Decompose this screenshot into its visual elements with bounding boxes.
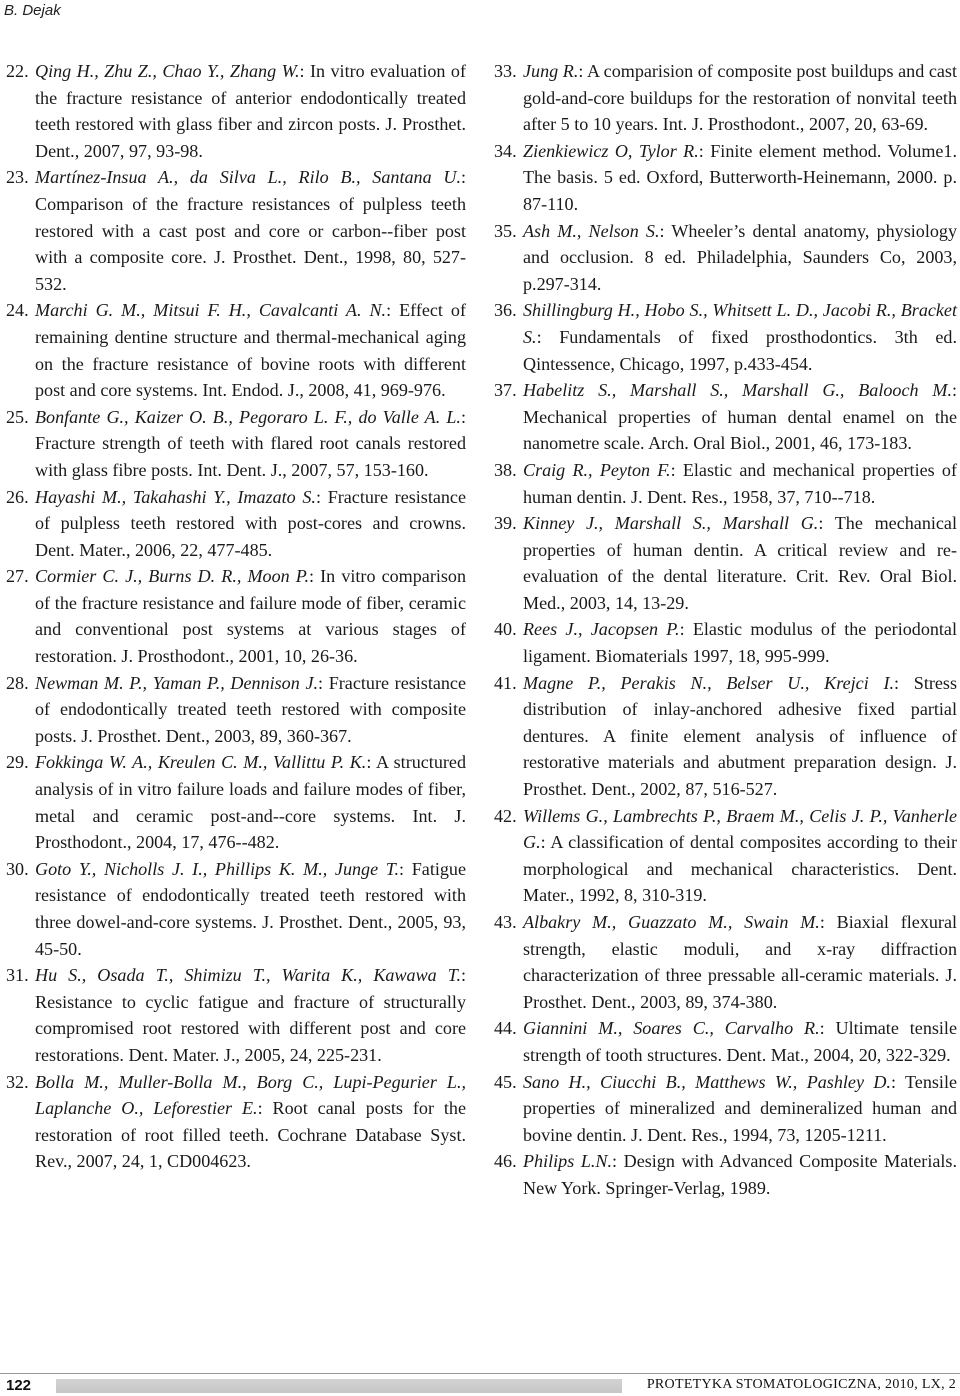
reference-number: 26. <box>6 486 29 507</box>
reference-body <box>523 616 957 669</box>
reference-text: : Fracture strength of teeth with flared root canals restored with glass fibre posts. Int. Dent. J., 2007, 57, 153-160. <box>35 406 466 480</box>
reference-number: 40. <box>494 619 517 640</box>
reference-authors: Hayashi M., Takahashi Y., Imazato S. <box>35 486 316 507</box>
reference-number: 41. <box>494 672 517 693</box>
references-right-column <box>494 58 957 1202</box>
reference-item <box>494 510 957 616</box>
reference-authors: Bolla M., Muller-Bolla M., Borg C., Lupi-Pegurier L., Laplanche O., Leforestier E. <box>35 1071 466 1119</box>
reference-body <box>35 484 466 564</box>
reference-authors: Giannini M., Soares C., Carvalho R. <box>523 1018 820 1039</box>
reference-number: 29. <box>6 752 29 773</box>
reference-text: : Elastic modulus of the periodontal ligament. Biomaterials 1997, 18, 995-999. <box>523 619 957 667</box>
reference-authors: Habelitz S., Marshall S., Marshall G., Balooch M. <box>523 380 952 401</box>
reference-authors: Rees J., Jacopsen P. <box>523 619 680 640</box>
reference-text: : Biaxial flexural strength, elastic moduli, and x-ray diffraction characterization of three pressable all-ceramic materials. J. Prosthet. Dent., 2003, 89, 374-380. <box>523 912 957 1012</box>
reference-text: : Comparison of the fracture resistances of pulpless teeth restored with a cast post and core or carbon--fiber post with a composite core. J. Prosthet. Dent., 1998, 80, 527-532. <box>35 167 466 294</box>
reference-text: : Resistance to cyclic fatigue and fracture of structurally compromised root restored with different post and core restorations. Dent. Mater. J., 2005, 24, 225-231. <box>35 965 466 1065</box>
reference-authors: Kinney J., Marshall S., Marshall G. <box>523 513 819 534</box>
reference-text: : Design with Advanced Composite Materials. New York. Springer-Verlag, 1989. <box>523 1151 957 1198</box>
reference-authors: Marchi G. M., Mitsui F. H., Cavalcanti A. N. <box>35 300 387 321</box>
reference-body <box>35 164 466 297</box>
reference-body <box>35 297 466 403</box>
reference-authors: Martínez-Insua A., da Silva L., Rilo B., Santana U. <box>35 167 461 188</box>
reference-number: 30. <box>6 858 29 879</box>
reference-number: 33. <box>494 61 517 81</box>
reference-body <box>35 670 466 750</box>
reference-body <box>523 510 957 616</box>
reference-item <box>494 457 957 510</box>
reference-number: 32. <box>6 1071 29 1092</box>
reference-authors: Magne P., Perakis N., Belser U., Krejci I. <box>523 672 895 693</box>
reference-text: : Fracture resistance of endodontically treated teeth restored with composite posts. J. Prosthet. Dent., 2003, 89, 360-367. <box>35 672 466 746</box>
reference-authors: Sano H., Ciucchi B., Matthews W., Pashley D. <box>523 1071 891 1092</box>
reference-text: : A classification of dental composites according to their morphological and mechanical characteristics. Dent. Mater., 1992, 8, 310-319. <box>523 832 957 906</box>
reference-body <box>523 297 957 377</box>
reference-body <box>35 962 466 1068</box>
reference-body <box>523 909 957 1015</box>
reference-item <box>494 616 957 669</box>
reference-item <box>6 1069 466 1175</box>
reference-item <box>494 1015 957 1068</box>
reference-number: 42. <box>494 805 517 826</box>
reference-number: 25. <box>6 406 29 427</box>
reference-number: 31. <box>6 965 29 986</box>
reference-item <box>494 670 957 803</box>
reference-body <box>523 1148 957 1201</box>
reference-authors: Qing H., Zhu Z., Chao Y., Zhang W. <box>35 61 300 81</box>
reference-item <box>6 164 466 297</box>
reference-number: 39. <box>494 513 517 534</box>
reference-text: : Stress distribution of inlay-anchored adhesive fixed partial dentures. A finite element analysis of influence of restorative materials and abutment preparation design. J. Prosthet. Dent., 2002, 87, 516-527. <box>523 672 958 800</box>
reference-item <box>494 909 957 1015</box>
reference-text: : Fundamentals of fixed prosthodontics. 3th ed. Qintessence, Chicago, 1997, p.433-454. <box>523 326 957 374</box>
reference-item <box>494 138 957 218</box>
reference-item <box>494 1148 957 1201</box>
page-number: 122 <box>6 1377 32 1394</box>
reference-body <box>35 404 466 484</box>
reference-number: 28. <box>6 672 29 693</box>
reference-authors: Newman M. P., Yaman P., Dennison J. <box>35 672 319 693</box>
reference-authors: Shillingburg H., Hobo S., Whitsett L. D., Jacobi R., Bracket S. <box>523 300 957 347</box>
reference-text: : In vitro comparison of the fracture resistance and failure mode of fiber, ceramic and conventional post systems at various stages of restoration. J. Prosthodont., 2001, 10, 26-36. <box>35 566 467 667</box>
reference-number: 27. <box>6 566 29 587</box>
reference-authors: Bonfante G., Kaizer O. B., Pegoraro L. F., do Valle A. L. <box>35 406 461 427</box>
reference-text: : Elastic and mechanical properties of human dentin. J. Dent. Res., 1958, 37, 710--718. <box>523 459 957 507</box>
reference-number: 37. <box>494 380 517 401</box>
reference-authors: Zienkiewicz O, Tylor R. <box>523 140 699 161</box>
reference-text: : Fracture resistance of pulpless teeth restored with post-cores and crowns. Dent. Mater., 2006, 22, 477-485. <box>35 486 466 560</box>
reference-number: 22. <box>6 61 29 81</box>
reference-body <box>35 856 466 962</box>
reference-number: 44. <box>494 1018 517 1039</box>
reference-number: 38. <box>494 459 517 480</box>
reference-text: : Root canal posts for the restoration of root filled teeth. Cochrane Database Syst. Rev., 2007, 24, 1, CD004623. <box>35 1098 467 1172</box>
reference-authors: Jung R. <box>523 61 579 81</box>
reference-authors: Hu S., Osada T., Shimizu T., Warita K., Kawawa T. <box>35 965 461 986</box>
reference-authors: Albakry M., Guazzato M., Swain M. <box>523 912 820 932</box>
reference-body <box>35 749 466 855</box>
reference-text: : Fatigue resistance of endodontically treated teeth restored with three dowel-and-core systems. J. Prosthet. Dent., 2005, 93, 45-50. <box>35 858 466 959</box>
reference-body <box>523 670 957 803</box>
reference-text: : A structured analysis of in vitro failure loads and failure modes of fiber, metal and ceramic post-and--core systems. Int. J. Prosthodont., 2004, 17, 476--482. <box>35 752 466 853</box>
reference-number: 45. <box>494 1071 517 1092</box>
reference-body <box>523 58 957 138</box>
reference-item <box>6 404 466 484</box>
reference-body <box>523 803 957 909</box>
reference-text: : Wheeler’s dental anatomy, physiology and occlusion. 8 ed. Philadelphia, Saunders Co, 2003, p.297-314. <box>523 220 957 294</box>
reference-authors: Craig R., Peyton F. <box>523 459 671 480</box>
reference-item <box>6 484 466 564</box>
reference-body <box>523 1069 957 1149</box>
reference-text: : Mechanical properties of human dental enamel on the nanometre scale. Arch. Oral Biol., 2001, 46, 173-183. <box>523 380 957 454</box>
reference-item <box>6 856 466 962</box>
reference-text: : A comparision of composite post buildups and cast gold-and-core buildups for the restoration of nonvital teeth after 5 to 10 years. Int. J. Prosthodont., 2007, 20, 63-69. <box>523 61 957 135</box>
reference-body <box>35 1069 466 1175</box>
reference-number: 46. <box>494 1151 517 1172</box>
running-head: B. Dejak <box>4 2 61 19</box>
reference-item <box>494 1069 957 1149</box>
reference-authors: Cormier C. J., Burns D. R., Moon P. <box>35 566 310 587</box>
reference-item <box>6 670 466 750</box>
reference-authors: Ash M., Nelson S. <box>523 220 660 241</box>
reference-item <box>6 563 466 669</box>
reference-body <box>523 138 957 218</box>
reference-body <box>35 58 466 164</box>
reference-item <box>6 297 466 403</box>
reference-text: : Ultimate tensile strength of tooth structures. Dent. Mat., 2004, 20, 322-329. <box>523 1018 957 1065</box>
reference-item <box>6 749 466 855</box>
reference-body <box>523 377 957 457</box>
reference-body <box>523 457 957 510</box>
reference-authors: Philips L.N. <box>523 1151 613 1172</box>
reference-text: : The mechanical properties of human dentin. A critical review and re-evaluation of the dental literature. Crit. Rev. Oral Biol. Med., 2003, 14, 13-29. <box>523 513 957 613</box>
reference-number: 36. <box>494 300 517 321</box>
reference-body <box>523 218 957 298</box>
reference-number: 43. <box>494 912 517 932</box>
reference-item <box>494 297 957 377</box>
reference-text: : Effect of remaining dentine structure and thermal-mechanical aging on the fracture resistance of bovine roots with different post and core systems. Int. Endod. J., 2008, 41, 969-976. <box>35 300 467 401</box>
reference-authors: Willems G., Lambrechts P., Braem M., Celis J. P., Vanherle G. <box>523 805 957 853</box>
reference-number: 23. <box>6 167 29 188</box>
reference-item <box>494 803 957 909</box>
reference-item <box>494 218 957 298</box>
references-left-column <box>6 58 466 1175</box>
reference-authors: Fokkinga W. A., Kreulen C. M., Vallittu P. K. <box>35 752 367 773</box>
reference-body <box>35 563 466 669</box>
footer-divider <box>0 1373 960 1374</box>
journal-name: PROTETYKA STOMATOLOGICZNA, 2010, LX, 2 <box>646 1377 956 1392</box>
reference-authors: Goto Y., Nicholls J. I., Phillips K. M., Junge T. <box>35 858 400 879</box>
reference-number: 24. <box>6 300 29 321</box>
reference-text: : In vitro evaluation of the fracture resistance of anterior endodontically treated teeth restored with glass fiber and zircon posts. J. Prosthet. Dent., 2007, 97, 93-98. <box>35 61 466 161</box>
reference-body <box>523 1015 957 1068</box>
reference-item <box>6 962 466 1068</box>
reference-text: : Tensile properties of mineralized and demineralized human and bovine dentin. J. Dent. Res., 1994, 73, 1205-1211. <box>523 1071 957 1145</box>
reference-number: 34. <box>494 140 517 161</box>
reference-text: : Finite element method. Volume1. The basis. 5 ed. Oxford, Butterworth-Heinemann, 2000. p. 87-110. <box>523 140 958 214</box>
reference-item <box>6 58 466 164</box>
footer-decorative-bar <box>56 1379 622 1393</box>
reference-item <box>494 377 957 457</box>
reference-item <box>494 58 957 138</box>
reference-number: 35. <box>494 220 517 241</box>
